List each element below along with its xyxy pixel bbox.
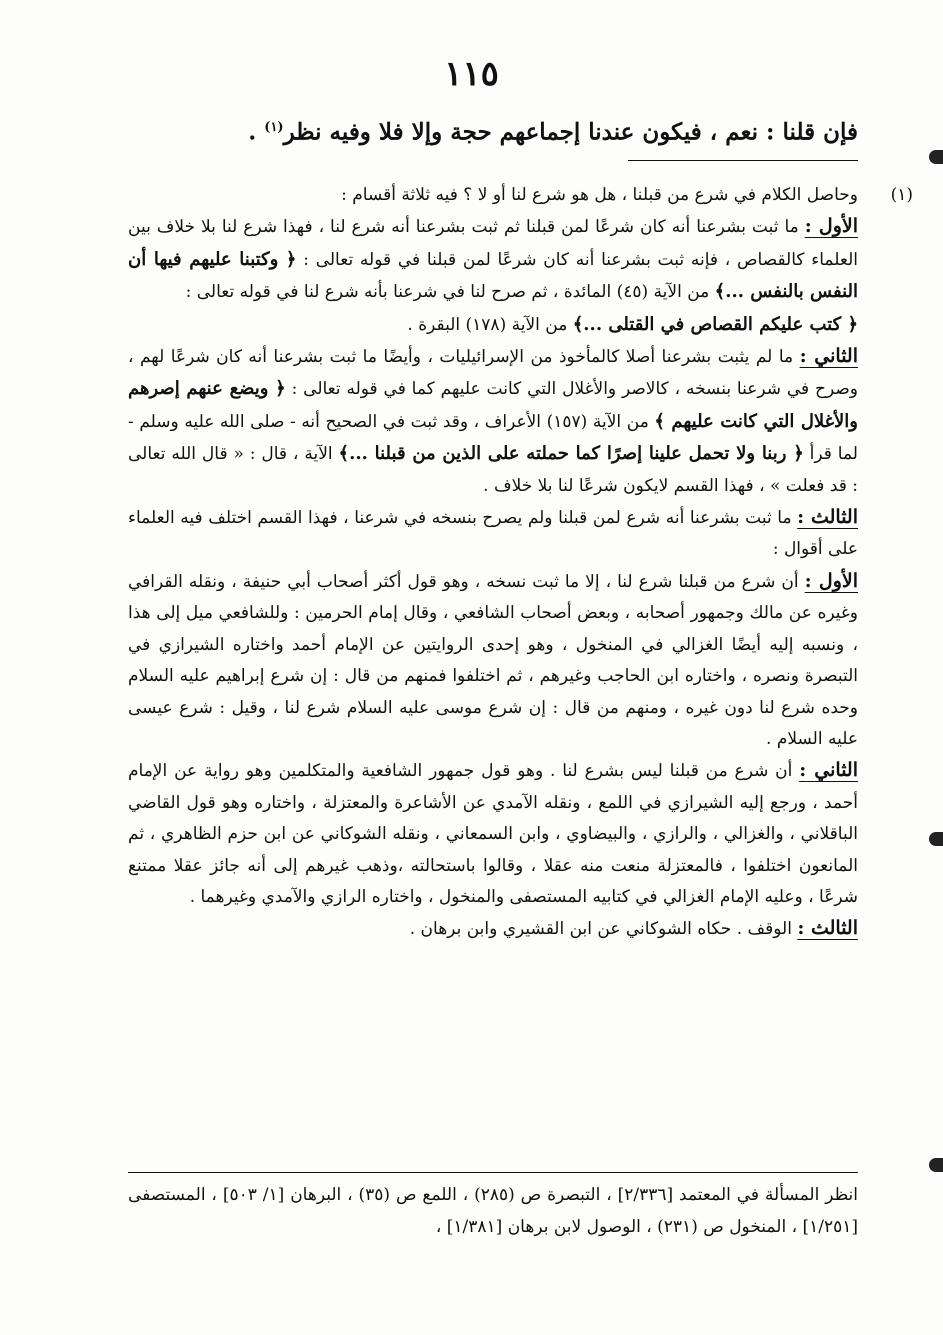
section-text: ما ثبت بشرعنا أنه كان شرعًا لمن قبلنا ثم ثبت بشرعنا أنه شرع لنا ، فهذا شرع لنا بلا خلاف بين العلماء كالقصاص ، فإنه ثبت بشرعنا أنه كان شرعًا لمن قبلنا في قوله تعالى : bbox=[128, 217, 858, 270]
scan-edge-mark bbox=[929, 832, 943, 846]
main-text bbox=[78, 110, 858, 151]
section-text: ما ثبت بشرعنا أنه شرع لمن قبلنا ولم يصرح بنسخه في شرعنا ، فهذا القسم اختلف فيه العلماء على أقوال : bbox=[128, 508, 858, 560]
scan-edge-mark bbox=[929, 150, 943, 164]
quran-verse: ﴿ ربنا ولا تحمل علينا إصرًا كما حملته على الذين من قبلنا ...﴾ bbox=[338, 443, 804, 465]
section-text: الآية ، قال : « قال الله تعالى : قد فعلت » ، فهذا القسم لايكون شرعًا لنا بلا خلاف . bbox=[128, 444, 858, 496]
opinion-text: الوقف . حكاه الشوكاني عن ابن القشيري وابن برهان . bbox=[409, 919, 798, 940]
opinion-label: الثاني : bbox=[799, 759, 858, 782]
footnote-reference[interactable]: (١) bbox=[264, 120, 284, 135]
opinion-first bbox=[128, 566, 858, 755]
section-label: الثاني : bbox=[799, 345, 859, 368]
main-sentence: فإن قلنا : نعم ، فيكون عندنا إجماعهم حجة وإلا فلا وفيه نظر bbox=[283, 118, 858, 146]
opinion-second bbox=[128, 755, 858, 913]
footnote-intro: وحاصل الكلام في شرع من قبلنا ، هل هو شرع لنا أو لا ؟ فيه ثلاثة أقسام : bbox=[341, 185, 858, 205]
opinion-label: الأول : bbox=[804, 569, 858, 592]
scan-edge-mark bbox=[929, 1158, 943, 1172]
footnote-marker: (١) bbox=[890, 185, 913, 205]
opinion-third bbox=[128, 913, 858, 945]
page-number: ١١٥ bbox=[444, 54, 499, 94]
section-label: الثالث : bbox=[797, 506, 858, 529]
quran-verse: ﴿ وكتبنا عليهم فيها أن النفس بالنفس ...﴾ bbox=[128, 248, 858, 303]
footnote-body bbox=[128, 180, 913, 946]
opinion-text: أن شرع من قبلنا شرع لنا ، إلا ما ثبت نسخه ، وهو قول أكثر أصحاب أبي حنيفة ، ونقله القرافي وغيره عن مالك وجمهور أصحابه ، وبعض أصحاب الشافعي ، وقال إمام الحرمين : وللشافعي ميل إلى هذا ، ونسبه إليه أيضًا الغزالي في المنخول ، وهو إحدى الروايتين عن الإمام أحمد واختاره الشيرازي في التبصرة ونصره ، واختاره ابن الحاجب وغيرهم ، ثم اختلفوا فمنهم من قال : إن شرع إبراهيم عليه السلام وحده شرع لنا دون غيره ، ومنهم من قال : إن شرع موسى عليه السلام شرع لنا ، وقيل : شرع عيسى عليه السلام . bbox=[128, 571, 858, 749]
opinion-label: الثالث : bbox=[797, 917, 858, 940]
main-sentence-end: . bbox=[248, 118, 265, 146]
section-first bbox=[128, 211, 858, 341]
section-text: من الآية (١٥٧) الأعراف ، وقد ثبت في الصحيح أنه - صلى الله عليه وسلم - لما قرأ bbox=[128, 411, 858, 465]
section-text: ما لم يثبت بشرعنا أصلا كالمأخوذ من الإسرائيليات ، وأيضًا ما ثبت بشرعنا أنه كان شرعًا لهم ، وصرح في شرعنا بنسخه ، كالاصر والأغلال التي كانت عليهم كما في قوله تعالى : bbox=[128, 347, 858, 400]
references-text: انظر المسألة في المعتمد [٢/٣٣٦] ، التبصرة ص (٢٨٥) ، اللمع ص (٣٥) ، البرهان [١/ ٥٠٣] ، المستصفى [١/٢٥١] ، المنخول ص (٢٣١) ، الوصول لابن برهان [١/٣٨١] ، bbox=[128, 1185, 858, 1237]
section-label: الأول : bbox=[804, 215, 858, 238]
section-second bbox=[128, 341, 858, 502]
section-third bbox=[128, 502, 858, 566]
opinion-text: أن شرع من قبلنا ليس بشرع لنا . وهو قول جمهور الشافعية والمتكلمين وهو رواية عن الإمام أحمد ، ورجع إليه الشيرازي في اللمع ، ونقله الآمدي عن الأشاعرة والمعتزلة ، واختاره وهو قول القاضي الباقلاني ، والغزالي ، والرازي ، والبيضاوي ، وابن السمعاني ، ونقله الشوكاني عن ابن حزم الظاهري ، ثم المانعون اختلفوا ، فالمعتزلة منعت منه عقلا ، وقالوا باستحالته ،وذهب غيرهم إلى أنه جائز عقلا ممتنع شرعًا ، وعليه الإمام الغزالي في كتابيه المستصفى والمنخول ، واختاره الرازي والآمدي وغيرهما . bbox=[128, 761, 858, 907]
quran-verse: ﴿ ويضع عنهم إصرهم والأغلال التي كانت عليهم ﴾ bbox=[128, 378, 859, 432]
quran-verse: ﴿ كتب عليكم القصاص في القتلى ...﴾ bbox=[572, 313, 858, 335]
section-text: من الآية (٤٥) المائدة ، ثم صرح لنا في شرعنا بأنه شرع لنا في قوله تعالى : bbox=[185, 282, 715, 303]
section-text: من الآية (١٧٨) البقرة . bbox=[407, 314, 573, 335]
footnote-separator bbox=[628, 160, 858, 161]
references bbox=[128, 1172, 858, 1243]
